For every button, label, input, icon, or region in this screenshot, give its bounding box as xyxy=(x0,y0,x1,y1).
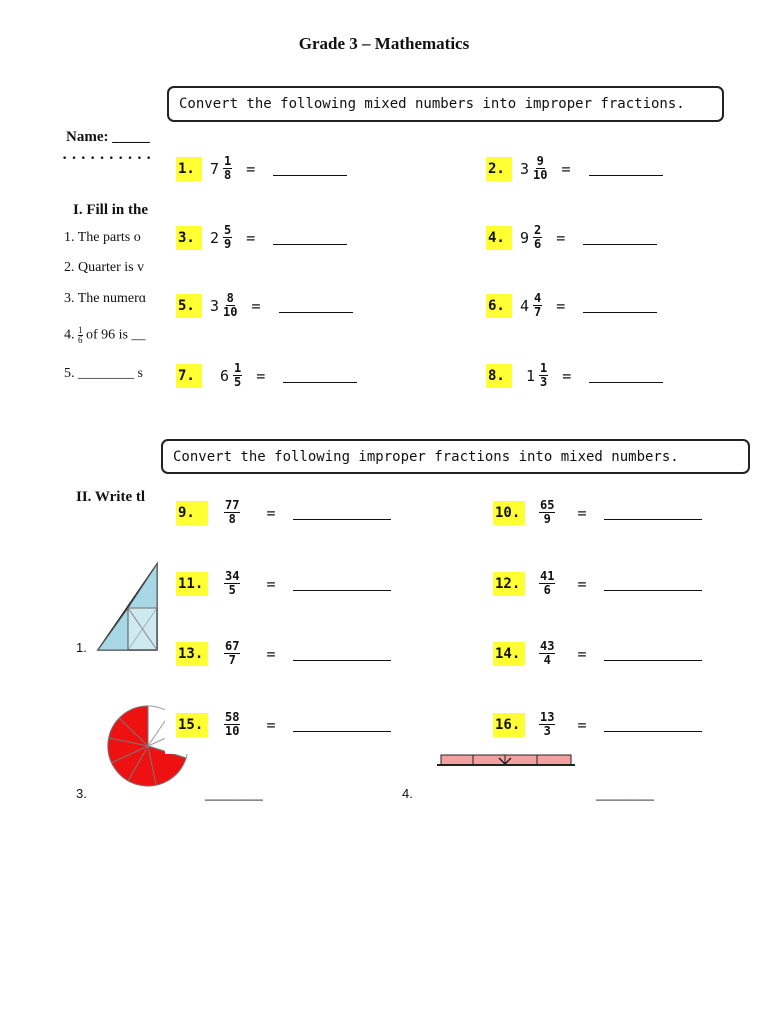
fraction-one-sixth: $\frac{1}{6}$ xyxy=(78,325,83,345)
answer-blank[interactable] xyxy=(279,298,353,313)
answer-blank-4: ________ xyxy=(596,786,654,801)
fill-line-4: 4. $\frac{1}{6}$ of 96 is __ xyxy=(64,325,146,345)
fraction: $\frac{77}{8}$ xyxy=(225,498,240,526)
question-5: 5. 3 $\frac{8}{10}$ = xyxy=(176,292,353,319)
fraction: $\frac{67}{7}$ xyxy=(225,639,240,667)
question-number: 8. xyxy=(486,364,512,388)
question-1: 1. 7 $\frac{1}{8}$ = xyxy=(176,155,347,182)
question-9: 9. $\frac{77}{8}$ = xyxy=(176,499,391,526)
question-10: 10. $\frac{65}{9}$ = xyxy=(493,499,702,526)
dotted-divider: · · · · · · · · · · xyxy=(62,150,152,167)
question-number: 9. xyxy=(176,501,208,525)
answer-blank[interactable] xyxy=(604,646,702,661)
section-a-instruction-box xyxy=(167,86,724,122)
question-number: 2. xyxy=(486,157,512,181)
figure-label-3: 3. xyxy=(76,786,87,801)
question-14: 14. $\frac{43}{4}$ = xyxy=(493,640,702,667)
question-number: 1. xyxy=(176,157,202,181)
name-label: Name: _____ xyxy=(66,129,150,145)
fraction: $\frac{9}{10}$ xyxy=(533,154,548,182)
bar-figure xyxy=(437,752,577,768)
fraction: $\frac{1}{3}$ xyxy=(540,361,548,389)
question-number: 7. xyxy=(176,364,202,388)
fill-line-2: 2. Quarter is v xyxy=(64,260,145,275)
fraction: $\frac{2}{6}$ xyxy=(534,223,542,251)
fraction: $\frac{8}{10}$ xyxy=(223,291,238,319)
answer-blank[interactable] xyxy=(293,505,391,520)
answer-blank-3: ________ xyxy=(205,786,263,801)
fraction: $\frac{58}{10}$ xyxy=(225,710,240,738)
section-a-instruction: Convert the following mixed numbers into improper fractions. xyxy=(179,96,685,112)
fraction: $\frac{13}{3}$ xyxy=(540,710,555,738)
answer-blank[interactable] xyxy=(589,368,663,383)
question-12: 12. $\frac{41}{6}$ = xyxy=(493,570,702,597)
answer-blank[interactable] xyxy=(589,161,663,176)
question-11: 11. $\frac{34}{5}$ = xyxy=(176,570,391,597)
figure-label-4: 4. xyxy=(402,786,413,801)
question-number: 11. xyxy=(176,572,208,596)
question-number: 15. xyxy=(176,713,208,737)
question-number: 16. xyxy=(493,713,525,737)
question-4: 4. 9 $\frac{2}{6}$ = xyxy=(486,224,657,251)
answer-blank[interactable] xyxy=(273,161,347,176)
question-number: 6. xyxy=(486,294,512,318)
question-3: 3. 2 $\frac{5}{9}$ = xyxy=(176,224,347,251)
question-16: 16. $\frac{13}{3}$ = xyxy=(493,711,702,738)
answer-blank[interactable] xyxy=(293,646,391,661)
question-13: 13. $\frac{67}{7}$ = xyxy=(176,640,391,667)
answer-blank[interactable] xyxy=(604,505,702,520)
fraction: $\frac{43}{4}$ xyxy=(540,639,555,667)
answer-blank[interactable] xyxy=(273,230,347,245)
figure-label-1: 1. xyxy=(76,640,87,655)
question-number: 14. xyxy=(493,642,525,666)
section-2-heading: II. Write tl xyxy=(76,489,146,505)
fraction: $\frac{41}{6}$ xyxy=(540,569,555,597)
fraction: $\frac{1}{8}$ xyxy=(224,154,232,182)
fill-line-1: 1. The parts o xyxy=(64,230,141,245)
section-b-instruction: Convert the following improper fractions into mixed numbers. xyxy=(173,448,679,465)
section-b-instruction-box xyxy=(161,439,750,474)
question-number: 5. xyxy=(176,294,202,318)
question-number: 10. xyxy=(493,501,525,525)
question-number: 12. xyxy=(493,572,525,596)
fill-line-3: 3. The numerɑ xyxy=(64,291,147,306)
answer-blank[interactable] xyxy=(604,576,702,591)
question-2: 2. 3 $\frac{9}{10}$ = xyxy=(486,155,663,182)
page-title: Grade 3 – Mathematics xyxy=(298,34,470,53)
answer-blank[interactable] xyxy=(604,717,702,732)
fraction: $\frac{65}{9}$ xyxy=(540,498,555,526)
question-6: 6. 4 $\frac{4}{7}$ = xyxy=(486,292,657,319)
answer-blank[interactable] xyxy=(583,230,657,245)
answer-blank[interactable] xyxy=(293,717,391,732)
fraction: $\frac{1}{5}$ xyxy=(234,361,242,389)
answer-blank[interactable] xyxy=(293,576,391,591)
question-number: 3. xyxy=(176,226,202,250)
section-1-heading: I. Fill in the xyxy=(73,202,149,218)
fraction: $\frac{34}{5}$ xyxy=(225,569,240,597)
answer-blank[interactable] xyxy=(283,368,357,383)
question-8: 8. 1 $\frac{1}{3}$ = xyxy=(486,362,663,389)
triangle-figure xyxy=(95,560,165,652)
fill-line-5: 5. ________ s xyxy=(64,366,143,381)
fraction: $\frac{5}{9}$ xyxy=(224,223,232,251)
question-15: 15. $\frac{58}{10}$ = xyxy=(176,711,391,738)
answer-blank[interactable] xyxy=(583,298,657,313)
fraction: $\frac{4}{7}$ xyxy=(534,291,542,319)
question-7: 7. 6 $\frac{1}{5}$ = xyxy=(176,362,357,389)
question-number: 4. xyxy=(486,226,512,250)
question-number: 13. xyxy=(176,642,208,666)
